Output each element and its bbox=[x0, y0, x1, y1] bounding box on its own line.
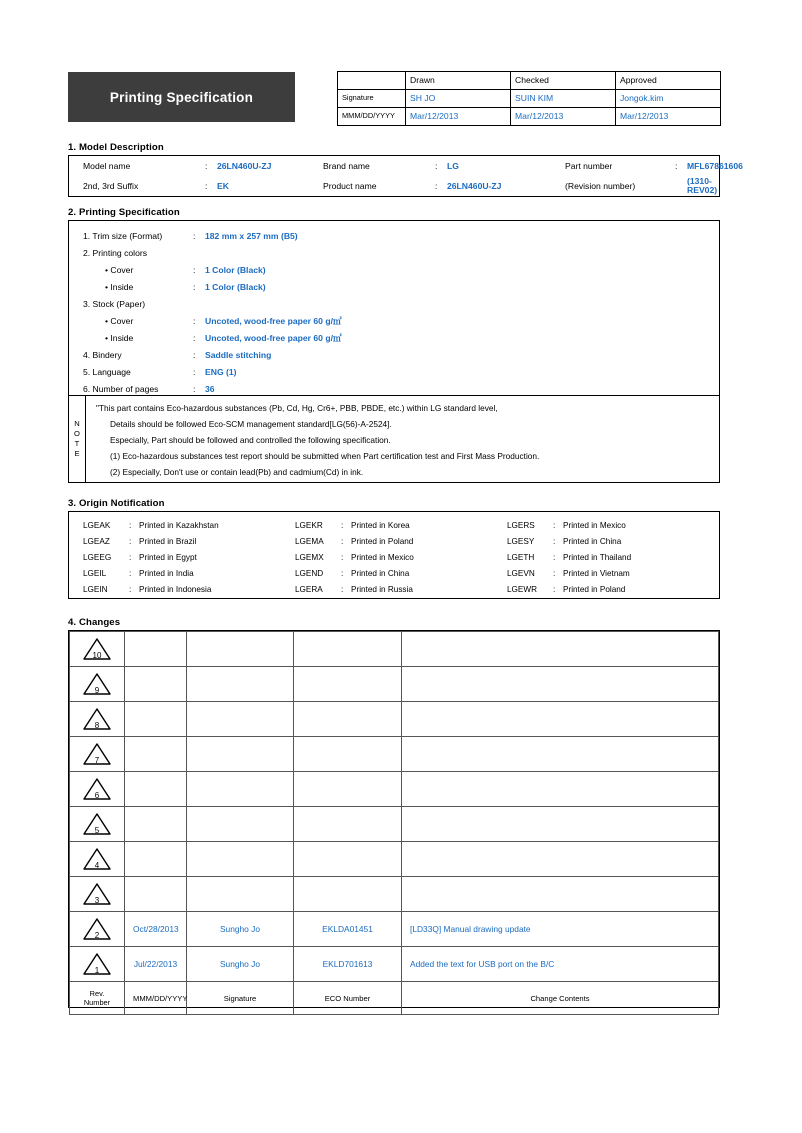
origin-colon: : bbox=[129, 569, 132, 579]
changes-cell-signature bbox=[187, 632, 294, 667]
section-heading-changes: 4. Changes bbox=[68, 617, 121, 628]
printing-spec-list bbox=[69, 221, 719, 397]
origin-code: LGEAZ bbox=[83, 536, 110, 546]
revision-number: 10 bbox=[92, 651, 102, 660]
origin-entry bbox=[83, 582, 295, 598]
note-section bbox=[69, 395, 719, 482]
origin-entry bbox=[295, 566, 507, 582]
changes-cell-date bbox=[125, 737, 187, 772]
note-letter-t: T bbox=[74, 439, 80, 448]
spec-label-stock: 3. Stock (Paper) bbox=[83, 298, 146, 309]
origin-entry bbox=[295, 549, 507, 565]
brand-name-label: Brand name bbox=[323, 160, 370, 171]
revision-triangle-icon bbox=[82, 812, 112, 836]
changes-cell-signature bbox=[187, 702, 294, 737]
changes-cell-date bbox=[125, 877, 187, 912]
suffix-value: EK bbox=[217, 180, 229, 191]
changes-cell-date bbox=[125, 842, 187, 877]
date-approved: Mar/12/2013 bbox=[616, 108, 721, 126]
origin-colon: : bbox=[553, 585, 556, 595]
spec-label-bindery: 4. Bindery bbox=[83, 349, 122, 360]
origin-entry bbox=[295, 582, 507, 598]
part-number-colon: : bbox=[675, 160, 678, 171]
changes-table bbox=[69, 631, 719, 1015]
origin-code: LGEMA bbox=[295, 536, 324, 546]
origin-entry bbox=[83, 533, 295, 549]
changes-cell-revision bbox=[70, 667, 125, 702]
origin-text: Printed in Korea bbox=[351, 520, 410, 530]
origin-colon: : bbox=[129, 520, 132, 530]
origin-text: Printed in India bbox=[139, 569, 194, 579]
changes-row bbox=[70, 877, 719, 912]
spec-row-colors-cover bbox=[69, 261, 719, 278]
origin-entry bbox=[507, 533, 719, 549]
product-name-colon: : bbox=[435, 180, 438, 191]
spec-value-colors-cover: 1 Color (Black) bbox=[205, 264, 266, 275]
spec-label-printing-colors: 2. Printing colors bbox=[83, 247, 148, 258]
revision-number: 1 bbox=[94, 966, 100, 975]
changes-row bbox=[70, 947, 719, 982]
origin-entry bbox=[295, 517, 507, 533]
spec-value-language: ENG (1) bbox=[205, 366, 237, 377]
changes-footer-rev-number: Rev. Number bbox=[70, 982, 125, 1015]
spec-colon-number-of-pages: : bbox=[193, 383, 196, 394]
spec-row-colors-inside bbox=[69, 278, 719, 295]
changes-cell-signature bbox=[187, 807, 294, 842]
changes-cell-date: Oct/28/2013 bbox=[125, 912, 187, 947]
changes-cell-eco bbox=[294, 842, 402, 877]
changes-cell-signature bbox=[187, 877, 294, 912]
origin-colon: : bbox=[341, 552, 344, 562]
note-line-1: "This part contains Eco-hazardous substances (Pb, Cd, Hg, Cr6+, PBB, PBDE, etc.) within LG standard level, bbox=[96, 403, 498, 413]
changes-cell-revision bbox=[70, 632, 125, 667]
changes-cell-revision bbox=[70, 807, 125, 842]
spec-colon-stock-inside: : bbox=[193, 332, 196, 343]
spec-colon-colors-cover: : bbox=[193, 264, 196, 275]
origin-code: LGEAK bbox=[83, 520, 111, 530]
note-letter-n: N bbox=[74, 418, 80, 428]
changes-cell-eco: EKLDA01451 bbox=[294, 912, 402, 947]
changes-row bbox=[70, 737, 719, 772]
spec-colon-trim-size: : bbox=[193, 230, 196, 241]
origin-colon: : bbox=[341, 520, 344, 530]
changes-cell-contents: [LD33Q] Manual drawing update bbox=[402, 912, 719, 947]
approval-table bbox=[337, 71, 721, 126]
spec-row-stock bbox=[69, 295, 719, 312]
changes-cell-signature: Sungho Jo bbox=[187, 912, 294, 947]
changes-row bbox=[70, 807, 719, 842]
origin-colon: : bbox=[553, 552, 556, 562]
origin-text: Printed in Thailand bbox=[563, 552, 632, 562]
origin-text: Printed in Indonesia bbox=[139, 585, 212, 595]
note-letter-e: E bbox=[74, 449, 80, 459]
changes-footer-date: MMM/DD/YYYY bbox=[125, 982, 187, 1015]
spec-label-number-of-pages: 6. Number of pages bbox=[83, 383, 159, 394]
model-name-label: Model name bbox=[83, 160, 131, 171]
changes-cell-revision bbox=[70, 842, 125, 877]
part-number-label: Part number bbox=[565, 160, 613, 171]
changes-cell-signature bbox=[187, 842, 294, 877]
model-name-value: 26LN460U-ZJ bbox=[217, 160, 272, 171]
changes-cell-eco bbox=[294, 667, 402, 702]
changes-row bbox=[70, 772, 719, 807]
revision-number: 3 bbox=[94, 896, 100, 905]
changes-cell-contents bbox=[402, 772, 719, 807]
spec-colon-bindery: : bbox=[193, 349, 196, 360]
origin-code: LGERA bbox=[295, 585, 323, 595]
origin-text: Printed in Poland bbox=[563, 585, 626, 595]
spec-colon-colors-inside: : bbox=[193, 281, 196, 292]
spec-label-stock-cover: • Cover bbox=[105, 315, 134, 326]
approval-column-drawn: Drawn bbox=[406, 72, 511, 90]
spec-colon-language: : bbox=[193, 366, 196, 377]
approval-corner-cell bbox=[338, 72, 406, 90]
changes-cell-date bbox=[125, 772, 187, 807]
changes-footer-eco-number: ECO Number bbox=[294, 982, 402, 1015]
signature-drawn: SH JO bbox=[406, 90, 511, 108]
spec-row-stock-inside bbox=[69, 329, 719, 346]
section-heading-origin-notification: 3. Origin Notification bbox=[68, 498, 165, 509]
document-title: Printing Specification bbox=[109, 89, 254, 105]
changes-row bbox=[70, 702, 719, 737]
origin-text: Printed in Mexico bbox=[351, 552, 414, 562]
changes-cell-date bbox=[125, 702, 187, 737]
note-line-2: Details should be followed Eco-SCM management standard[LG(56)-A-2524]. bbox=[110, 419, 392, 429]
spec-value-bindery: Saddle stitching bbox=[205, 349, 272, 360]
changes-row bbox=[70, 842, 719, 877]
origin-code: LGESY bbox=[507, 536, 535, 546]
spec-row-stock-cover bbox=[69, 312, 719, 329]
origin-code: LGETH bbox=[507, 552, 535, 562]
origin-text: Printed in Kazakhstan bbox=[139, 520, 219, 530]
origin-entry bbox=[507, 517, 719, 533]
origin-code: LGEIN bbox=[83, 585, 108, 595]
note-line-3: Especially, Part should be followed and controlled the following specification. bbox=[110, 435, 391, 445]
changes-cell-revision bbox=[70, 737, 125, 772]
changes-footer-change-contents: Change Contents bbox=[402, 982, 719, 1015]
origin-code: LGEIL bbox=[83, 569, 107, 579]
changes-cell-signature bbox=[187, 667, 294, 702]
changes-cell-contents: Added the text for USB port on the B/C bbox=[402, 947, 719, 982]
brand-name-colon: : bbox=[435, 160, 438, 171]
origin-text: Printed in Egypt bbox=[139, 552, 197, 562]
spec-colon-stock-cover: : bbox=[193, 315, 196, 326]
revision-triangle-icon bbox=[82, 637, 112, 661]
origin-colon: : bbox=[129, 536, 132, 546]
approval-row-label-date: MMM/DD/YYYY bbox=[338, 108, 406, 126]
changes-cell-signature: Sungho Jo bbox=[187, 947, 294, 982]
changes-cell-eco: EKLD701613 bbox=[294, 947, 402, 982]
origin-entry bbox=[507, 549, 719, 565]
origin-code: LGEWR bbox=[507, 585, 538, 595]
changes-cell-revision bbox=[70, 702, 125, 737]
changes-cell-revision bbox=[70, 947, 125, 982]
product-name-label: Product name bbox=[323, 180, 377, 191]
note-line-4: (1) Eco-hazardous substances test report should be submitted when Part certification test and First Mass Production. bbox=[110, 451, 540, 461]
changes-cell-contents bbox=[402, 737, 719, 772]
revision-number-value: (1310-REV02) bbox=[687, 176, 718, 195]
revision-number-label: (Revision number) bbox=[565, 180, 636, 191]
spec-value-trim-size: 182 mm x 257 mm (B5) bbox=[205, 230, 298, 241]
changes-cell-signature bbox=[187, 772, 294, 807]
changes-cell-date: Jul/22/2013 bbox=[125, 947, 187, 982]
spec-value-colors-inside: 1 Color (Black) bbox=[205, 281, 266, 292]
approval-signature-row bbox=[338, 90, 721, 108]
spec-value-stock-inside: Uncoted, wood-free paper 60 g/㎡ bbox=[205, 332, 342, 343]
spec-label-trim-size: 1. Trim size (Format) bbox=[83, 230, 163, 241]
date-drawn: Mar/12/2013 bbox=[406, 108, 511, 126]
origin-colon: : bbox=[553, 569, 556, 579]
changes-cell-date bbox=[125, 807, 187, 842]
spec-row-bindery bbox=[69, 346, 719, 363]
date-checked: Mar/12/2013 bbox=[511, 108, 616, 126]
approval-header-row bbox=[338, 72, 721, 90]
origin-colon: : bbox=[341, 585, 344, 595]
origin-colon: : bbox=[553, 520, 556, 530]
approval-column-approved: Approved bbox=[616, 72, 721, 90]
origin-code: LGEVN bbox=[507, 569, 535, 579]
revision-triangle-icon bbox=[82, 672, 112, 696]
changes-cell-contents bbox=[402, 807, 719, 842]
origin-code: LGERS bbox=[507, 520, 535, 530]
changes-cell-contents bbox=[402, 842, 719, 877]
origin-entry bbox=[507, 582, 719, 598]
approval-column-checked: Checked bbox=[511, 72, 616, 90]
revision-number: 6 bbox=[94, 791, 100, 800]
changes-cell-contents bbox=[402, 667, 719, 702]
revision-triangle-icon bbox=[82, 777, 112, 801]
origin-text: Printed in China bbox=[563, 536, 622, 546]
revision-number: 5 bbox=[94, 826, 100, 835]
changes-row bbox=[70, 667, 719, 702]
document-title-banner bbox=[68, 72, 295, 122]
spec-label-colors-inside: • Inside bbox=[105, 281, 134, 292]
origin-entry bbox=[83, 566, 295, 582]
origin-code: LGEEG bbox=[83, 552, 112, 562]
origin-entry bbox=[507, 566, 719, 582]
revision-triangle-icon bbox=[82, 882, 112, 906]
signature-checked: SUIN KIM bbox=[511, 90, 616, 108]
model-description-table bbox=[68, 155, 743, 197]
changes-cell-contents bbox=[402, 632, 719, 667]
revision-number: 7 bbox=[94, 756, 100, 765]
origin-text: Printed in China bbox=[351, 569, 410, 579]
spec-label-language: 5. Language bbox=[83, 366, 131, 377]
changes-cell-revision bbox=[70, 772, 125, 807]
spec-row-printing-colors bbox=[69, 244, 719, 261]
origin-code: LGEKR bbox=[295, 520, 323, 530]
spec-value-stock-cover: Uncoted, wood-free paper 60 g/㎡ bbox=[205, 315, 342, 326]
section-heading-model-description: 1. Model Description bbox=[68, 142, 164, 153]
note-letter-o: O bbox=[74, 428, 80, 438]
part-number-value: MFL67861606 bbox=[687, 160, 743, 171]
changes-table-container bbox=[68, 630, 720, 1008]
changes-cell-eco bbox=[294, 702, 402, 737]
revision-number: 8 bbox=[94, 721, 100, 730]
origin-entry bbox=[83, 517, 295, 533]
changes-cell-date bbox=[125, 632, 187, 667]
changes-cell-eco bbox=[294, 772, 402, 807]
note-body bbox=[86, 396, 719, 482]
changes-cell-signature bbox=[187, 737, 294, 772]
spec-row-trim-size bbox=[69, 227, 719, 244]
changes-row bbox=[70, 632, 719, 667]
changes-cell-eco bbox=[294, 737, 402, 772]
spec-value-number-of-pages: 36 bbox=[205, 383, 215, 394]
revision-number: 9 bbox=[94, 686, 100, 695]
note-vertical-label bbox=[69, 396, 86, 482]
origin-text: Printed in Poland bbox=[351, 536, 414, 546]
origin-colon: : bbox=[129, 585, 132, 595]
origin-colon: : bbox=[553, 536, 556, 546]
changes-cell-eco bbox=[294, 877, 402, 912]
origin-entry bbox=[295, 533, 507, 549]
origin-grid bbox=[69, 512, 719, 598]
origin-text: Printed in Brazil bbox=[139, 536, 197, 546]
origin-entry bbox=[83, 549, 295, 565]
changes-cell-contents bbox=[402, 702, 719, 737]
origin-colon: : bbox=[341, 536, 344, 546]
suffix-label: 2nd, 3rd Suffix bbox=[83, 180, 139, 191]
origin-text: Printed in Vietnam bbox=[563, 569, 630, 579]
origin-colon: : bbox=[341, 569, 344, 579]
origin-text: Printed in Mexico bbox=[563, 520, 626, 530]
model-name-colon: : bbox=[205, 160, 208, 171]
changes-footer-signature: Signature bbox=[187, 982, 294, 1015]
origin-code: LGEMX bbox=[295, 552, 324, 562]
spec-label-stock-inside: • Inside bbox=[105, 332, 134, 343]
spec-row-language bbox=[69, 363, 719, 380]
changes-cell-eco bbox=[294, 632, 402, 667]
revision-triangle-icon bbox=[82, 952, 112, 976]
printing-specification-table bbox=[68, 220, 720, 483]
changes-cell-contents bbox=[402, 877, 719, 912]
changes-cell-revision bbox=[70, 877, 125, 912]
changes-cell-revision bbox=[70, 912, 125, 947]
origin-notification-table bbox=[68, 511, 720, 599]
spec-label-colors-cover: • Cover bbox=[105, 264, 134, 275]
brand-name-value: LG bbox=[447, 160, 459, 171]
changes-cell-eco bbox=[294, 807, 402, 842]
revision-triangle-icon bbox=[82, 742, 112, 766]
revision-triangle-icon bbox=[82, 847, 112, 871]
approval-date-row bbox=[338, 108, 721, 126]
revision-number: 4 bbox=[94, 861, 100, 870]
signature-approved: Jongok.kim bbox=[616, 90, 721, 108]
approval-row-label-signature: Signature bbox=[338, 90, 406, 108]
product-name-value: 26LN460U-ZJ bbox=[447, 180, 502, 191]
section-heading-printing-specification: 2. Printing Specification bbox=[68, 207, 180, 218]
changes-footer-row bbox=[70, 982, 719, 1015]
revision-triangle-icon bbox=[82, 917, 112, 941]
note-line-5: (2) Especially, Don't use or contain lead(Pb) and cadmium(Cd) in ink. bbox=[110, 467, 364, 477]
origin-code: LGEND bbox=[295, 569, 324, 579]
changes-cell-date bbox=[125, 667, 187, 702]
suffix-colon: : bbox=[205, 180, 208, 191]
changes-row bbox=[70, 912, 719, 947]
origin-colon: : bbox=[129, 552, 132, 562]
revision-triangle-icon bbox=[82, 707, 112, 731]
revision-number: 2 bbox=[94, 931, 100, 940]
origin-text: Printed in Russia bbox=[351, 585, 413, 595]
